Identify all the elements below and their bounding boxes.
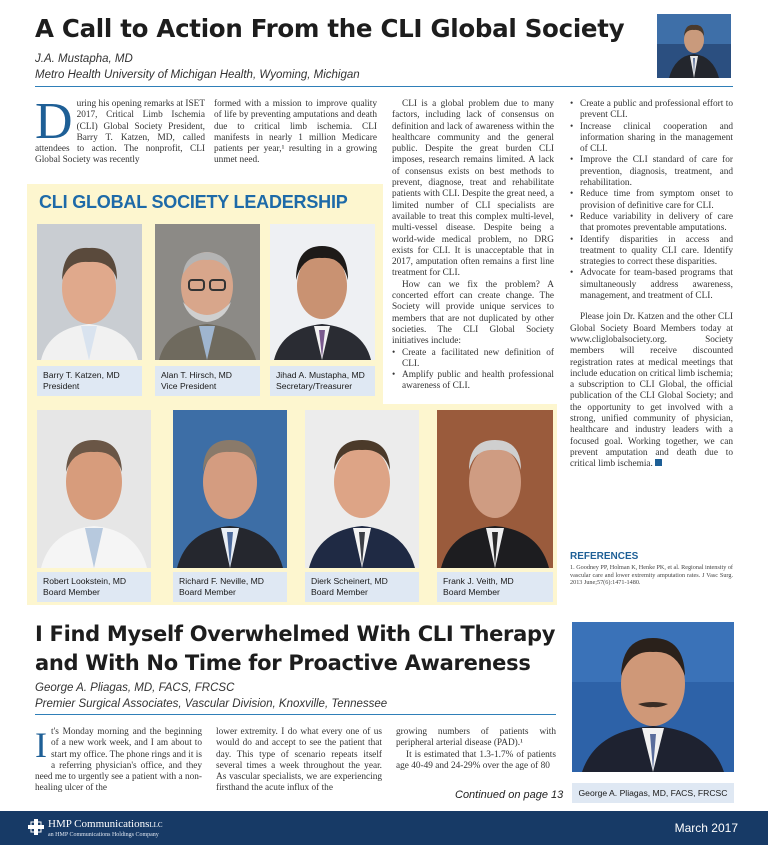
caption-veith [437,572,553,602]
article1-title: A Call to Action From the CLI Global Society [35,14,625,43]
photo-pliagas [572,622,734,772]
member-name: Robert Lookstein, MD [43,576,127,586]
caption-scheinert [305,572,419,602]
publisher-sub: an HMP Communications Holdings Company [48,832,159,838]
photo-hirsch [155,224,260,360]
reference-1: 1. Goodney PP, Holman K, Henke PK, et al. Regional intensity of vascular care and lower extremity amputation rates. J Vasc Surg. 2013 June;57(6):1471-1480. [570,564,733,586]
initiative-item: • Identify disparities in access and treatment to quality CLI care. Identify strategies to correct these disparities. [570,235,733,269]
hmp-logo-icon [28,819,44,835]
end-mark [655,459,662,466]
article2-affiliation: Premier Surgical Associates, Vascular Division, Knoxville, Tennessee [35,698,388,710]
article2-title-line2: and With No Time for Proactive Awareness [35,651,531,675]
article2-col3 [396,727,556,772]
photo-veith [437,410,553,568]
member-role: Board Member [179,586,236,597]
article1-col2 [214,99,377,167]
caption-lookstein [37,572,151,602]
article1-closing [570,312,733,470]
article2-col3-text: growing numbers of patients with peripheral arterial disease (PAD).¹ [396,727,556,749]
initiatives-list-a [392,348,554,393]
article1-col1-text: uring his opening remarks at ISET 2017, Critical Limb Ischemia (CLI) Global Society President, Barry T. Katzen, MD, called attendees to action. The nonprofit, CLI Global Society was recently [35,99,205,166]
photo-mustapha [270,224,375,360]
member-name: Frank J. Veith, MD [443,576,514,586]
pliagas-caption: George A. Pliagas, MD, FACS, FRCSC [572,783,734,803]
article1-dropcap: D [35,93,73,150]
initiative-item: • Reduce variability in delivery of care that promotes preventable amputations. [570,212,733,235]
author-photo-mustapha [657,14,731,78]
article2-byline [35,680,387,712]
caption-katzen [37,366,142,396]
article2-author: George A. Pliagas, MD, FACS, FRCSC [35,682,235,694]
article2-col3-p2: It is estimated that 1.3-1.7% of patients age 40-49 and 24-29% over the age of 80 [396,749,556,771]
member-role: President [43,380,80,391]
article1-byline [35,51,360,83]
publisher-name [48,818,163,830]
member-name: Jihad A. Mustapha, MD [276,370,365,380]
issue-date: March 2017 [674,821,738,835]
member-role: Board Member [43,586,100,597]
member-name: Richard F. Neville, MD [179,576,265,586]
continued-label: Continued on page 13 [455,789,564,801]
article2-title-line1: I Find Myself Overwhelmed With CLI Therapy [35,622,556,646]
article1-col2-text: formed with a mission to improve quality of life by preventing amputations and death due to critical limb ischemia. CLI manifests in nearly 1 million Medicare patients per year,¹ resulting in a growing unmet need. [214,99,377,166]
member-role: Board Member [311,586,368,597]
article2-title [35,620,555,678]
member-role: Board Member [443,586,500,597]
references-heading: REFERENCES [570,551,639,562]
initiative-item: • Advocate for team-based programs that simultaneously address awareness, management, and treatment of CLI. [570,268,733,302]
caption-neville [173,572,287,602]
article2-col2-text: lower extremity. I do what every one of us would do and accept to see the patient that day. This type of scenario repeats itself several times a week throughout the year. As vascular specialists, we are experiencing firsthand the acute influx of the [216,727,382,794]
initiative-item: • Reduce time from symptom onset to provision of definitive care for CLI. [570,189,733,212]
page-footer [0,811,768,845]
article1-closing-text: Please join Dr. Katzen and the other CLI Global Society Board Members today at www.cliglobalsociety.org. Society members will receive discounted registration rates at medical meetings that include education on critical limb ischemia; a subscription to CLI Global, the official publication of the CLI Global Society; and the opportunity to get involved with a strong, unified community of physician, healthcare and industry leaders with a focused goal. Working together, we can prevent amputation and death due to critical limb ischemia. [570,312,733,470]
photo-katzen [37,224,142,360]
article2-col1 [35,727,202,795]
article2-col2 [216,727,382,795]
member-name: Alan T. Hirsch, MD [161,370,232,380]
article1-col1 [35,93,205,167]
initiative-item: • Amplify public and health professional awareness of CLI. [392,370,554,393]
initiative-item: • Create a public and professional effort to prevent CLI. [570,99,733,122]
member-role: Secretary/Treasurer [276,380,353,391]
article1-affiliation: Metro Health University of Michigan Health, Wyoming, Michigan [35,69,360,81]
article2-dropcap: I [35,725,47,765]
publisher-name-text: HMP Communications [48,818,150,830]
article2-rule [35,714,556,715]
initiative-item: • Increase clinical cooperation and information sharing in the management of CLI. [570,122,733,156]
caption-mustapha [270,366,375,396]
article1-col3-p1: CLI is a global problem due to many factors, including lack of consensus on definition and lack of awareness within the healthcare community and the general public. Despite the great burden CLI imposes, research remains limited. A lack of consensus exists on best methods to prevent, diagnose, treat and rehabilitate patients with CLI. Despite the great need, a limited number of CLI specialists are available to treat this complex multi-level, multi-vessel disease. Despite being a world-wide medical problem, no DRG exists for CLI. It is unacceptable that in 2017, amputation often remains a first line treatment for CLI. [392,99,554,279]
member-role: Vice President [161,380,217,391]
photo-lookstein [37,410,151,568]
photo-scheinert [305,410,419,568]
photo-neville [173,410,287,568]
leadership-heading: CLI GLOBAL SOCIETY LEADERSHIP [39,192,348,212]
article1-col3-p2: How can we fix the problem? A concerted effort can create change. The Society will provide unique services to members that are not duplicated by other societies. The CLI Global Society initiatives include: [392,279,554,347]
article2-col1-text: t's Monday morning and the beginning of a new work week, and I am about to start my office. The phone rings and it is a referring physician's office, and they need me to urgently see a patient with a non-healing ulcer of the [35,727,202,794]
caption-hirsch [155,366,260,396]
article1-rule [35,86,733,87]
initiatives-list-b [570,99,733,302]
member-name: Barry T. Katzen, MD [43,370,120,380]
publisher-suffix: LLC [149,821,163,829]
initiative-item: • Create a facilitated new definition of CLI. [392,348,554,371]
article1-col3 [392,99,554,393]
initiative-item: • Improve the CLI standard of care for prevention, diagnosis, treatment, and rehabilitation. [570,155,733,189]
article1-col4 [570,99,733,471]
member-name: Dierk Scheinert, MD [311,576,388,586]
article1-author: J.A. Mustapha, MD [35,53,133,65]
